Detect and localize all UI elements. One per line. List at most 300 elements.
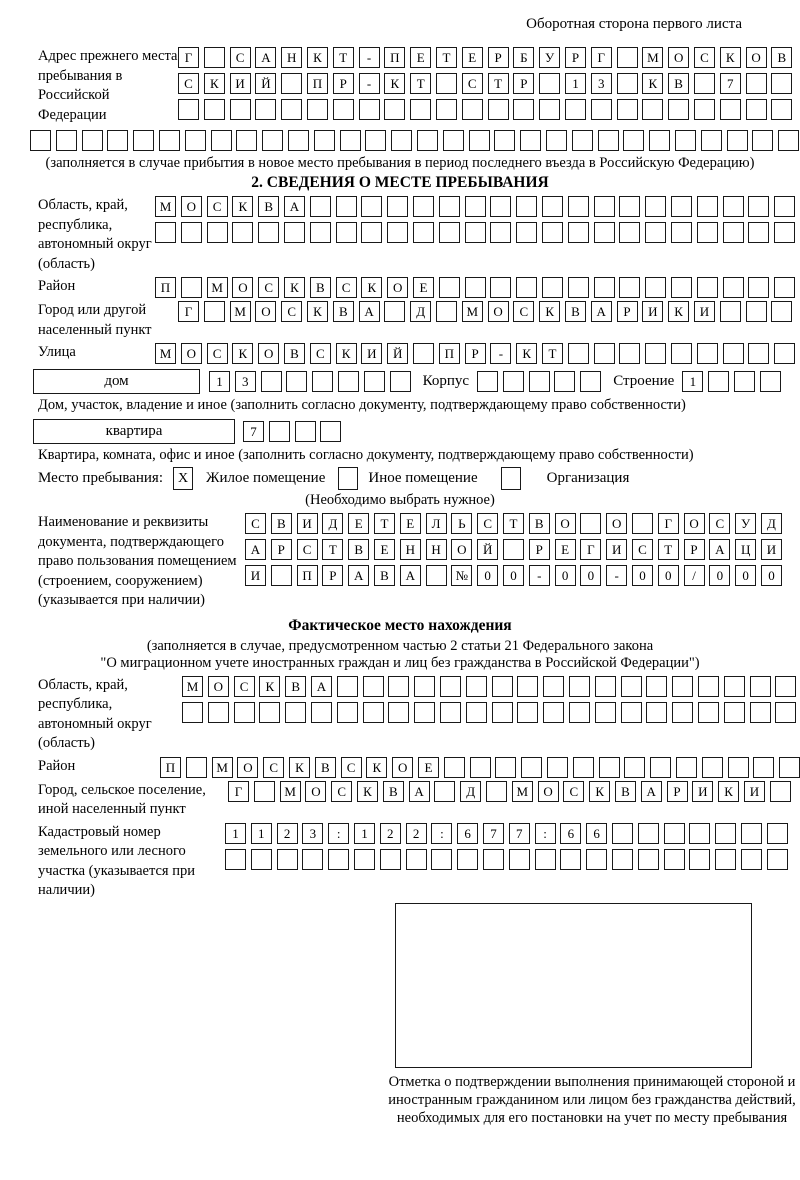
form-cell [529, 371, 550, 392]
form-cell [542, 196, 563, 217]
form-cell: А [709, 539, 730, 560]
form-cell: И [245, 565, 266, 586]
form-cell [516, 222, 537, 243]
form-cell: : [535, 823, 556, 844]
form-cell: 0 [555, 565, 576, 586]
form-cell: К [718, 781, 739, 802]
form-cell [750, 702, 771, 723]
form-cell: 0 [658, 565, 679, 586]
form-cell [465, 277, 486, 298]
form-cell [361, 196, 382, 217]
form-cell [568, 343, 589, 364]
form-cell [388, 676, 409, 697]
form-cell [281, 99, 302, 120]
form-cell [594, 277, 615, 298]
form-cell: М [230, 301, 251, 322]
form-cell: М [207, 277, 228, 298]
form-cell [466, 676, 487, 697]
form-cell [748, 343, 769, 364]
form-cell [645, 343, 666, 364]
form-cell [440, 676, 461, 697]
form-cell [517, 676, 538, 697]
form-cell [664, 823, 685, 844]
actual-region-field [38, 676, 800, 754]
form-cell [697, 277, 718, 298]
form-cell [363, 702, 384, 723]
form-cell: Р [684, 539, 705, 560]
form-cell: Т [374, 513, 395, 534]
form-cell [462, 99, 483, 120]
form-cell: 1 [682, 371, 703, 392]
cell-row [225, 849, 788, 870]
cell-row [155, 343, 795, 364]
form-cell: Р [271, 539, 292, 560]
form-cell [410, 99, 431, 120]
form-cell [363, 676, 384, 697]
prev-address-field [38, 47, 800, 125]
form-cell: Ь [451, 513, 472, 534]
form-cell: С [310, 343, 331, 364]
form-cell: 0 [477, 565, 498, 586]
form-cell: Т [436, 47, 457, 68]
form-cell: 7 [243, 421, 264, 442]
form-cell [254, 781, 275, 802]
option-other-premises-label: Иное помещение [368, 470, 478, 486]
form-cell: М [155, 196, 176, 217]
form-cell: Ц [735, 539, 756, 560]
form-cell [594, 222, 615, 243]
form-cell [413, 343, 434, 364]
form-cell [277, 849, 298, 870]
form-cell [457, 849, 478, 870]
form-cell: Р [529, 539, 550, 560]
form-cell [694, 73, 715, 94]
form-cell [543, 702, 564, 723]
form-cell [723, 343, 744, 364]
choose-note: (Необходимо выбрать нужное) [305, 492, 495, 508]
form-cell: М [212, 757, 233, 778]
form-cell [337, 702, 358, 723]
form-cell [569, 676, 590, 697]
form-cell: К [357, 781, 378, 802]
form-cell [649, 130, 670, 151]
form-cell: Е [400, 513, 421, 534]
form-cell [181, 277, 202, 298]
form-cell [724, 676, 745, 697]
actual-settlement-field [38, 781, 800, 820]
form-cell [694, 99, 715, 120]
form-cell: А [409, 781, 430, 802]
form-cell: С [281, 301, 302, 322]
form-cell: О [684, 513, 705, 534]
form-cell: 3 [302, 823, 323, 844]
form-cell [728, 757, 749, 778]
form-cell [204, 47, 225, 68]
form-cell [774, 222, 795, 243]
form-cell: Б [513, 47, 534, 68]
form-cell: Т [488, 73, 509, 94]
form-cell [133, 130, 154, 151]
cell-row [155, 196, 795, 217]
form-cell [295, 421, 316, 442]
cell-row [155, 222, 795, 243]
form-cell: П [307, 73, 328, 94]
form-cell [671, 343, 692, 364]
form-cell: К [204, 73, 225, 94]
apartment-note: Квартира, комната, офис и иное (заполнить согласно документу, подтверждающему право собственности) [38, 447, 694, 463]
form-cell: 6 [586, 823, 607, 844]
form-cell: К [516, 343, 537, 364]
form-cell [702, 757, 723, 778]
form-cell: Р [513, 73, 534, 94]
form-cell: Т [322, 539, 343, 560]
form-cell [774, 343, 795, 364]
form-cell: Й [477, 539, 498, 560]
form-cell: И [744, 781, 765, 802]
form-cell: А [359, 301, 380, 322]
form-cell [234, 702, 255, 723]
form-cell [724, 702, 745, 723]
cell-row [245, 565, 782, 586]
korpus-label: Корпус [422, 373, 470, 389]
form-cell [697, 343, 718, 364]
form-cell: 0 [580, 565, 601, 586]
form-cell [697, 222, 718, 243]
form-cell [734, 371, 755, 392]
house-row [33, 369, 800, 394]
form-cell [340, 130, 361, 151]
form-cell: Р [565, 47, 586, 68]
form-cell: Н [426, 539, 447, 560]
cell-row [228, 781, 791, 802]
form-cell [439, 222, 460, 243]
form-cell [207, 222, 228, 243]
form-cell: 7 [720, 73, 741, 94]
form-cell [771, 99, 792, 120]
form-cell: О [305, 781, 326, 802]
form-cell: П [160, 757, 181, 778]
form-cell: Е [413, 277, 434, 298]
form-cell [488, 99, 509, 120]
form-cell: С [178, 73, 199, 94]
form-cell [775, 702, 796, 723]
form-cell: С [462, 73, 483, 94]
form-cell [516, 277, 537, 298]
form-cell [490, 277, 511, 298]
form-cell [741, 849, 762, 870]
actual-district-label: Район [38, 757, 76, 774]
cell-row [245, 539, 782, 560]
form-cell [388, 702, 409, 723]
form-cell [483, 849, 504, 870]
form-cell: 1 [565, 73, 586, 94]
form-cell: О [392, 757, 413, 778]
form-cell: В [771, 47, 792, 68]
form-cell [741, 823, 762, 844]
cell-row [182, 676, 796, 697]
form-cell [286, 371, 307, 392]
form-cell: : [328, 823, 349, 844]
form-cell [470, 757, 491, 778]
cadastral-rows [225, 823, 788, 870]
form-cell: М [280, 781, 301, 802]
form-cell: К [259, 676, 280, 697]
form-cell [503, 371, 524, 392]
form-cell: В [529, 513, 550, 534]
form-cell [310, 196, 331, 217]
form-cell: Р [667, 781, 688, 802]
form-cell [638, 823, 659, 844]
checkbox-organization [501, 467, 521, 490]
form-cell: Т [542, 343, 563, 364]
form-cell: С [563, 781, 584, 802]
form-cell [619, 196, 640, 217]
form-cell [56, 130, 77, 151]
form-cell [436, 99, 457, 120]
option-residential-label: Жилое помещение [206, 470, 326, 486]
form-cell [612, 823, 633, 844]
form-cell: 0 [503, 565, 524, 586]
form-cell [492, 702, 513, 723]
form-cell [594, 343, 615, 364]
law-note-line1: (заполняется в случае, предусмотренном частью 2 статьи 21 Федерального закона [146, 637, 654, 654]
stamp-box [395, 903, 752, 1068]
form-cell [439, 277, 460, 298]
form-cell: 2 [380, 823, 401, 844]
form-cell [642, 99, 663, 120]
form-cell: У [735, 513, 756, 534]
stamp-box-note: Отметка о подтверждении выполнения принимающей стороной и иностранным гражданином или лицом без гражданства действий, необходимых для его постановки на учет по месту пребывания [388, 1073, 796, 1126]
form-cell [638, 849, 659, 870]
form-cell [204, 99, 225, 120]
form-cell [30, 130, 51, 151]
form-cell [542, 222, 563, 243]
form-cell: А [311, 676, 332, 697]
form-cell: К [232, 343, 253, 364]
form-cell [539, 99, 560, 120]
form-cell [723, 222, 744, 243]
form-cell [542, 277, 563, 298]
form-cell: 1 [354, 823, 375, 844]
form-cell: В [271, 513, 292, 534]
form-cell [311, 702, 332, 723]
form-cell: А [400, 565, 421, 586]
form-cell [689, 823, 710, 844]
document-rows [245, 513, 782, 586]
form-cell [594, 196, 615, 217]
actual-district-field [38, 757, 800, 778]
form-cell [495, 757, 516, 778]
form-cell: О [538, 781, 559, 802]
form-cell: О [258, 343, 279, 364]
form-cell: Д [322, 513, 343, 534]
form-cell [521, 757, 542, 778]
form-cell [767, 849, 788, 870]
prev-address-label: Адрес прежнего места пребывания в Российской Федерации [38, 48, 178, 123]
form-cell [573, 757, 594, 778]
section2-title: 2. СВЕДЕНИЯ О МЕСТЕ ПРЕБЫВАНИЯ [251, 174, 549, 191]
form-cell: И [642, 301, 663, 322]
form-cell: П [155, 277, 176, 298]
form-cell: В [383, 781, 404, 802]
form-cell: Р [333, 73, 354, 94]
form-cell [181, 222, 202, 243]
form-cell [675, 130, 696, 151]
form-cell [337, 676, 358, 697]
form-cell [436, 301, 457, 322]
form-cell [619, 222, 640, 243]
form-cell: О [387, 277, 408, 298]
form-cell [664, 849, 685, 870]
form-cell [689, 849, 710, 870]
form-cell: О [746, 47, 767, 68]
form-cell: - [359, 47, 380, 68]
form-cell: Е [555, 539, 576, 560]
checkbox-other-premises [338, 467, 358, 490]
cell-row [178, 47, 792, 68]
form-cell [391, 130, 412, 151]
form-cell [466, 702, 487, 723]
region-field [38, 196, 800, 274]
form-cell: К [366, 757, 387, 778]
form-cell: 0 [632, 565, 653, 586]
stay-type-label: Место пребывания: [38, 470, 163, 486]
region-rows [155, 196, 795, 243]
form-cell: К [361, 277, 382, 298]
form-cell: - [359, 73, 380, 94]
district-field [38, 277, 800, 298]
form-cell [354, 849, 375, 870]
form-cell [261, 371, 282, 392]
city-field [38, 301, 800, 340]
form-cell: Е [374, 539, 395, 560]
form-cell: Н [281, 47, 302, 68]
form-cell [436, 73, 457, 94]
form-cell: П [297, 565, 318, 586]
cell-row [160, 757, 800, 778]
form-cell [361, 222, 382, 243]
form-cell: С [297, 539, 318, 560]
cell-row [477, 371, 601, 392]
form-cell [767, 823, 788, 844]
form-cell [271, 565, 292, 586]
cell-row [225, 823, 788, 844]
form-cell [312, 371, 333, 392]
form-cell: К [642, 73, 663, 94]
form-cell: С [336, 277, 357, 298]
form-cell: М [155, 343, 176, 364]
form-cell: У [539, 47, 560, 68]
form-cell: Е [418, 757, 439, 778]
stroenie-label: Строение [613, 373, 675, 389]
form-cell: 2 [406, 823, 427, 844]
form-cell: Г [658, 513, 679, 534]
form-cell [623, 130, 644, 151]
form-cell: А [284, 196, 305, 217]
form-cell [580, 371, 601, 392]
form-cell [715, 823, 736, 844]
form-cell [572, 130, 593, 151]
stay-type-row [38, 467, 800, 490]
form-cell: А [255, 47, 276, 68]
form-cell: И [361, 343, 382, 364]
form-cell [619, 277, 640, 298]
form-cell [720, 99, 741, 120]
form-cell [676, 757, 697, 778]
form-cell: Р [617, 301, 638, 322]
form-cell: Е [348, 513, 369, 534]
form-cell: И [692, 781, 713, 802]
form-cell [107, 130, 128, 151]
form-cell: В [310, 277, 331, 298]
form-cell [720, 301, 741, 322]
form-cell: С [263, 757, 284, 778]
form-cell: В [348, 539, 369, 560]
form-cell [779, 757, 800, 778]
cell-row [155, 277, 795, 298]
form-cell: С [207, 196, 228, 217]
page-side-note: Оборотная сторона первого листа [526, 16, 742, 32]
form-cell [748, 277, 769, 298]
form-cell: М [182, 676, 203, 697]
cell-row [682, 371, 780, 392]
form-cell: Р [465, 343, 486, 364]
form-cell [723, 196, 744, 217]
form-cell: 6 [560, 823, 581, 844]
form-cell [384, 301, 405, 322]
form-cell [236, 130, 257, 151]
form-cell [186, 757, 207, 778]
form-cell [771, 301, 792, 322]
form-cell: 0 [761, 565, 782, 586]
form-cell: О [181, 196, 202, 217]
form-cell [621, 676, 642, 697]
cell-row [30, 130, 800, 151]
form-cell [770, 781, 791, 802]
form-cell [258, 222, 279, 243]
form-cell [624, 757, 645, 778]
form-cell [185, 130, 206, 151]
actual-settlement-label: Город, сельское поселение, иной населенный пункт [38, 781, 206, 817]
form-cell: С [477, 513, 498, 534]
form-cell: К [384, 73, 405, 94]
cell-row [243, 421, 341, 442]
form-cell: И [230, 73, 251, 94]
form-cell: / [684, 565, 705, 586]
form-cell: П [439, 343, 460, 364]
form-cell: - [490, 343, 511, 364]
form-cell: Д [460, 781, 481, 802]
form-cell: Г [178, 47, 199, 68]
form-cell [465, 222, 486, 243]
form-cell: Р [322, 565, 343, 586]
form-cell [444, 757, 465, 778]
form-cell [465, 196, 486, 217]
form-cell [259, 702, 280, 723]
form-cell [568, 196, 589, 217]
form-cell [406, 849, 427, 870]
form-cell [580, 513, 601, 534]
form-cell: Й [387, 343, 408, 364]
form-cell [516, 196, 537, 217]
form-cell: Г [591, 47, 612, 68]
form-cell: А [348, 565, 369, 586]
form-cell [646, 702, 667, 723]
form-cell: Т [410, 73, 431, 94]
form-cell [365, 130, 386, 151]
form-cell [617, 99, 638, 120]
form-cell [251, 849, 272, 870]
